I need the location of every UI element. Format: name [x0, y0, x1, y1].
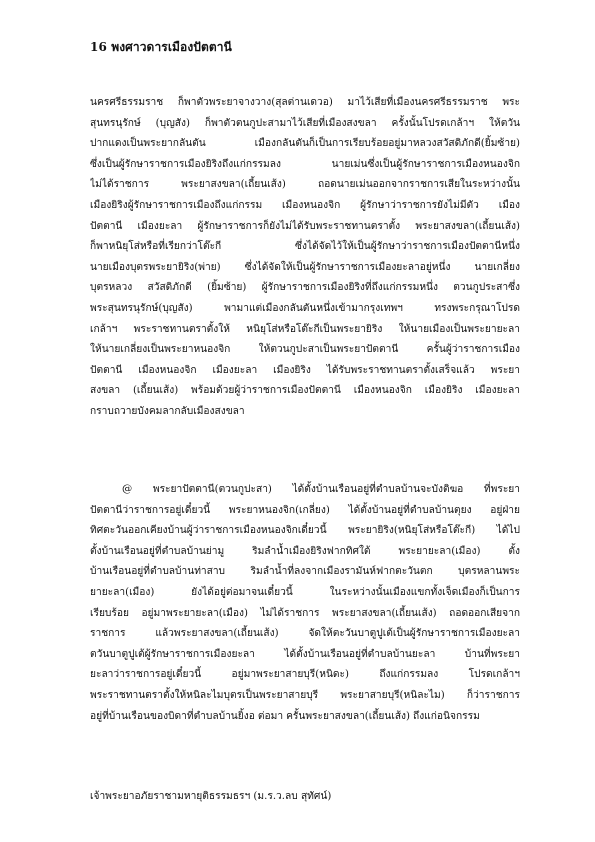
text-line: ปากแดงเป็นพระยากลันตัน เมืองกลันตันก็เป็นการเรียบร้อยอยู่มาหลวงสวัสดิภักดี(ยิ้มซ้าย): [90, 138, 520, 150]
text-line: ทิศตะวันออกเคียงบ้านผู้ว่าราชการเมืองหนองจิกเดี๋ยวนี้ พระยายิริง(หนิยุโส่หรือโต๊ะกี) ได้ไป: [90, 525, 520, 537]
text-line: บุตรหลวง สวัสดิภักดี (ยิ้มซ้าย) ผู้รักษาราชการเมืองยิริงที่ถึงแก่กรรมหนึ่ง ตวนกูประสาซึ่ง: [90, 282, 520, 294]
text-line: ปัตตานี เมืองยะลา ผู้รักษาราชการก็ยังไม่ได้รับพระราชทานตราตั้ง พระยาสงขลา(เถี้ยนเส้ง): [90, 220, 520, 232]
text-line: นครศรีธรรมราช ก็พาตัวพระยาจางวาง(สุลต่านเดวอ) มาไว้เสียที่เมืองนครศรีธรรมราช พระ: [90, 97, 520, 108]
text-line: ตั้งบ้านเรือนอยู่ที่ตำบลบ้านย่ามู ริมลำน้ำเมืองยิริงฟากทิศใต้ พระยายะลา(เมือง) ตั้ง: [90, 545, 520, 557]
text-line: ก็พาหนิยุโส่หรือที่เรียกว่าโต๊ะกี ซึ่งได้จัดไว้ให้เป็นผู้รักษาว่าราชการเมืองปัตตานีหนึ่ง: [90, 241, 520, 253]
paragraph-2: [90, 480, 520, 727]
page-header: [90, 38, 232, 57]
text-line: เกล้าฯ พระราชทานตราตั้งให้ หนิยุโส่หรือโต๊ะกีเป็นพระยายิริง ให้นายเมืองเป็นพระยายะลา: [90, 323, 520, 335]
text-line: นายเมืองบุตรพระยายิริง(พ่าย) ซึ่งได้จัดให้เป็นผู้รักษาราชการเมืองยะลาอยู่หนึ่ง นายเกลี่ยง: [90, 261, 520, 273]
running-title: พงศาวดารเมืองปัตตานี: [111, 40, 232, 54]
text-line: กราบถวายบังคมลากลับเมืองสงขลา: [90, 405, 245, 417]
text-line: บ้านเรือนอยู่ที่ตำบลบ้านท่าสาบ ริมลำน้ำที่ลงจากเมืองรามันห์ฟากตะวันตก บุตรหลานพระ: [90, 566, 520, 578]
page-number: 16: [90, 40, 107, 54]
text-line: ตวันบาตูปูเต้ผู้รักษาราชการเมืองยะลา ได้ตั้งบ้านเรือนอยู่ที่ตำบลบ้านยะลา บ้านที่พระยา: [90, 648, 520, 660]
text-line: @ พระยาปัตตานี(ตวนกูปะสา) ได้ตั้งบ้านเรือนอยู่ที่ตำบลบ้านจะบังติฆอ ที่พระยา: [122, 484, 520, 495]
text-line: ปัตตานีว่าราชการอยู่เดี๋ยวนี้ พระยาหนองจิก(เกลี่ยง) ได้ตั้งบ้านอยู่ที่ตำบลบ้านตุยง อยู่ฝ่าย: [90, 504, 520, 516]
paragraph-1: [90, 93, 520, 423]
text-line: ซึ่งเป็นผู้รักษาราชการเมืองยิริงถึงแก่กรรมลง นายเม่นซึ่งเป็นผู้รักษาราชการเมืองหนองจิก: [90, 158, 520, 170]
text-line: สงขลา (เถี้ยนเส้ง) พร้อมด้วยผู้ว่าราชการเมืองปัตตานี เมืองหนองจิก เมืองยิริง เมืองยะลา: [90, 385, 520, 397]
text-line: ไม่ได้ราชการ พระยาสงขลา(เถี้ยนเส้ง) ถอดนายเม่นออกจากราชการเสียในระหว่างนั้น: [90, 179, 520, 191]
text-line: พระสุนทรนุรักษ์(บุญสัง) พามาแต่เมืองกลันตันหนึ่งเข้ามากรุงเทพฯ ทรงพระกรุณาโปรด: [90, 302, 520, 314]
text-line: ราชการ แล้วพระยาสงขลา(เถี้ยนเส้ง) จัดให้ตะวันบาตูปูเต้เป็นผู้รักษาราชการเมืองยะลา: [90, 628, 520, 640]
author-footer: เจ้าพระยาอภัยราชามหายุติธรรมธรฯ (ม.ร.ว.ลบ สุทัศน์): [90, 791, 332, 802]
text-line: สุนทรนุรักษ์ (บุญสัง) ก็พาตัวตนกูปะสามาไว้เสียที่เมืองสงขลา ครั้งนั้นโปรดเกล้าฯ ให้ตวัน: [90, 117, 520, 129]
text-line: ให้นายเกลี่ยงเป็นพระยาหนองจิก ให้ตวนกูปะสาเป็นพระยาปัตตานี ครั้นผู้ว่าราชการเมือง: [90, 344, 520, 356]
text-line: เรียบร้อย อยู่มาพระยายะลา(เมือง) ไม่ได้ราชการ พระยาสงขลา(เถี้ยนเส้ง) ถอดออกเสียจาก: [90, 607, 520, 619]
text-line: ปัตตานี เมืองหนองจิก เมืองยะลา เมืองยิริง ได้รับพระราชทานตราตั้งเสร็จแล้ว พระยา: [90, 364, 520, 376]
text-line: ยะลาว่าราชการอยู่เดี๋ยวนี้ อยู่มาพระยาสายบุรี(หนิดะ) ถึงแก่กรรมลง โปรดเกล้าฯ: [90, 669, 520, 681]
text-line: อยู่ที่บ้านเรือนของบิดาที่ตำบลบ้านยิ้งอ ต่อมา ครั้นพระยาสงขลา(เถี้ยนเส้ง) ถึงแก่อนิจกรรม: [90, 710, 480, 722]
text-line: ยายะลา(เมือง) ยังได้อยู่ต่อมาจนเดี๋ยวนี้ ในระหว่างนั้นเมืองแขกทั้งเจ็ดเมืองก็เป็นการ: [90, 586, 520, 598]
text-line: พระราชทานตราตั้งให้หนิละไมบุตรเป็นพระยาสายบุรี พระยาสายบุรี(หนิละไม) ก็ว่าราชการ: [90, 689, 520, 701]
text-line: เมืองยิริงผู้รักษาราชการเมืองถึงแก่กรรม เมืองหนองจิก ผู้รักษาว่าราชการยังไม่มีตัว เมือง: [90, 199, 520, 211]
